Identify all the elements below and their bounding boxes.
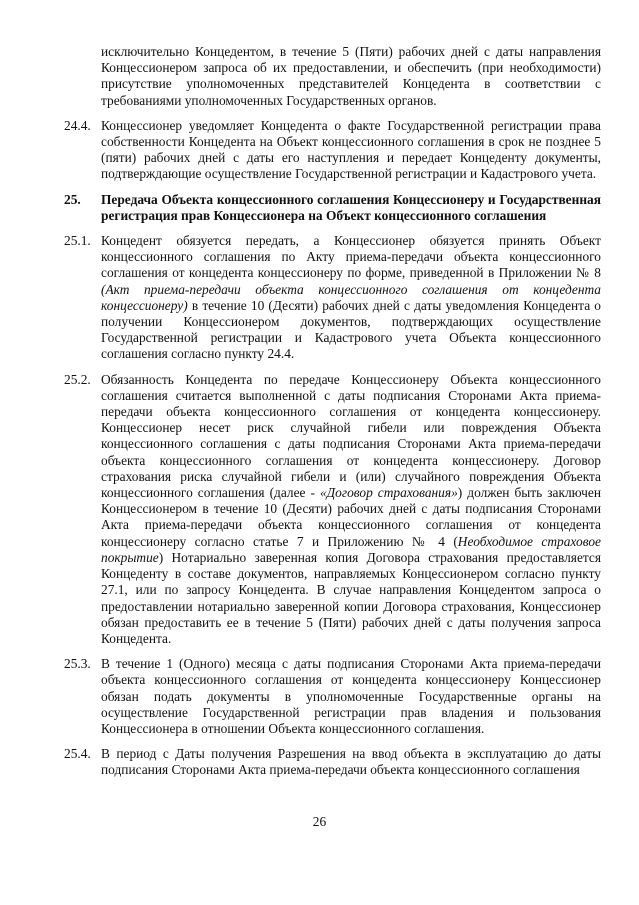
paragraph-24-4: [64, 118, 601, 183]
paragraph-25-2: [64, 372, 601, 647]
paragraph-number: 25.4.: [64, 746, 91, 762]
paragraph-text: В течение 1 (Одного) месяца с даты подписания Сторонами Акта приема-передачи объекта концессионного соглашения от концедента концессионеру Концессионер обязан подать документы в уполномоченные Государственные органы на осуществление Государственной регистрации прав владения и пользования Концессионера в отношении Объекта концессионного соглашения.: [101, 656, 601, 736]
text-run: ) Нотариально заверенная копия Договора страхования предоставляется Концеденту в составе документов, направляемых Концессионером согласно пункту 27.1, или по запросу Концедента. В случае направления Концедентом запроса о предоставлении нотариально заверенной копии Договора страхования, Концессионер обязан предоставить ее в течение 5 (Пяти) рабочих дней с даты получения запроса Концедента.: [101, 549, 601, 646]
continuation-paragraph: исключительно Концедентом, в течение 5 (Пяти) рабочих дней с даты направления Концессионером запроса об их предоставлении, и обеспечить (при необходимости) присутствие уполномоченных представителей Концедента в соответствии с требованиями уполномоченных Государственных органов.: [101, 44, 601, 108]
section-title: Передача Объекта концессионного соглашения Концессионеру и Государственная регистрация прав Концессионера на Объект концессионного соглашения: [101, 191, 601, 223]
paragraph-text: Концессионер уведомляет Концедента о факте Государственной регистрации права собственности Концедента на Объект концессионного соглашения в срок не позднее 5 (пяти) рабочих дней с даты его наступления и передает Концеденту документы, подтверждающие осуществление Государственной регистрации и Кадастрового учета.: [101, 117, 601, 182]
italic-run: (Акт приема-передачи объекта концессионного соглашения от концедента концессионеру): [101, 281, 601, 313]
section-number: 25.: [64, 191, 81, 207]
text-run: в течение 10 (Десяти) рабочих дней с даты уведомления Концедента о получении Концессионером документов, подтверждающих осуществление Государственной регистрации и Кадастрового учета Объекта концессионного соглашения согласно пункту 24.4.: [101, 297, 601, 362]
section-25-heading: [64, 192, 601, 224]
paragraph-number: 25.3.: [64, 656, 91, 672]
paragraph-number: 25.2.: [64, 371, 91, 387]
text-run: ) должен быть заключен Концессионером в течение 10 (Десяти) рабочих дней с даты подписания Сторонами Акта приема-передачи объекта концессионного соглашения от концедента концессионеру согласно статье 7 и Приложению № 4 (: [101, 485, 601, 549]
paragraph-number: 24.4.: [64, 117, 91, 133]
text-run: Концедент обязуется передать, а Концессионер обязуется принять Объект концессионного соглашения по Акту приема-передачи объекта концессионного соглашения от концедента концессионеру по форме, приведенной в Приложении № 8: [101, 233, 601, 281]
paragraph-text: В период с Даты получения Разрешения на ввод объекта в эксплуатацию до даты подписания Сторонами Акта приема-передачи объекта концессионного соглашения: [101, 746, 601, 778]
paragraph-25-1: [64, 233, 601, 363]
text-run: Обязанность Концедента по передаче Концессионеру Объекта концессионного соглашения считается выполненной с даты подписания Сторонами Акта приема-передачи объекта концессионного соглашения от концедента концессионеру. Концессионер несет риск случайной гибели или повреждения Объекта концессионного соглашения с даты подписания Сторонами Акта приема-передачи объекта концессионного соглашения от концедента концессионеру. Договор страхования риска случайной гибели и (или) случайного повреждения Объекта концессионного соглашения (далее -: [101, 371, 601, 501]
paragraph-text: [101, 233, 601, 363]
paragraph-number: 25.1.: [64, 233, 91, 249]
page-number: 26: [312, 814, 327, 829]
italic-run: Необходимое страховое покрытие: [101, 533, 601, 565]
paragraph-25-4: [64, 746, 601, 778]
paragraph-text: [101, 372, 601, 647]
paragraph-25-3: [64, 656, 601, 737]
italic-run: «Договор страхования»: [319, 485, 458, 501]
